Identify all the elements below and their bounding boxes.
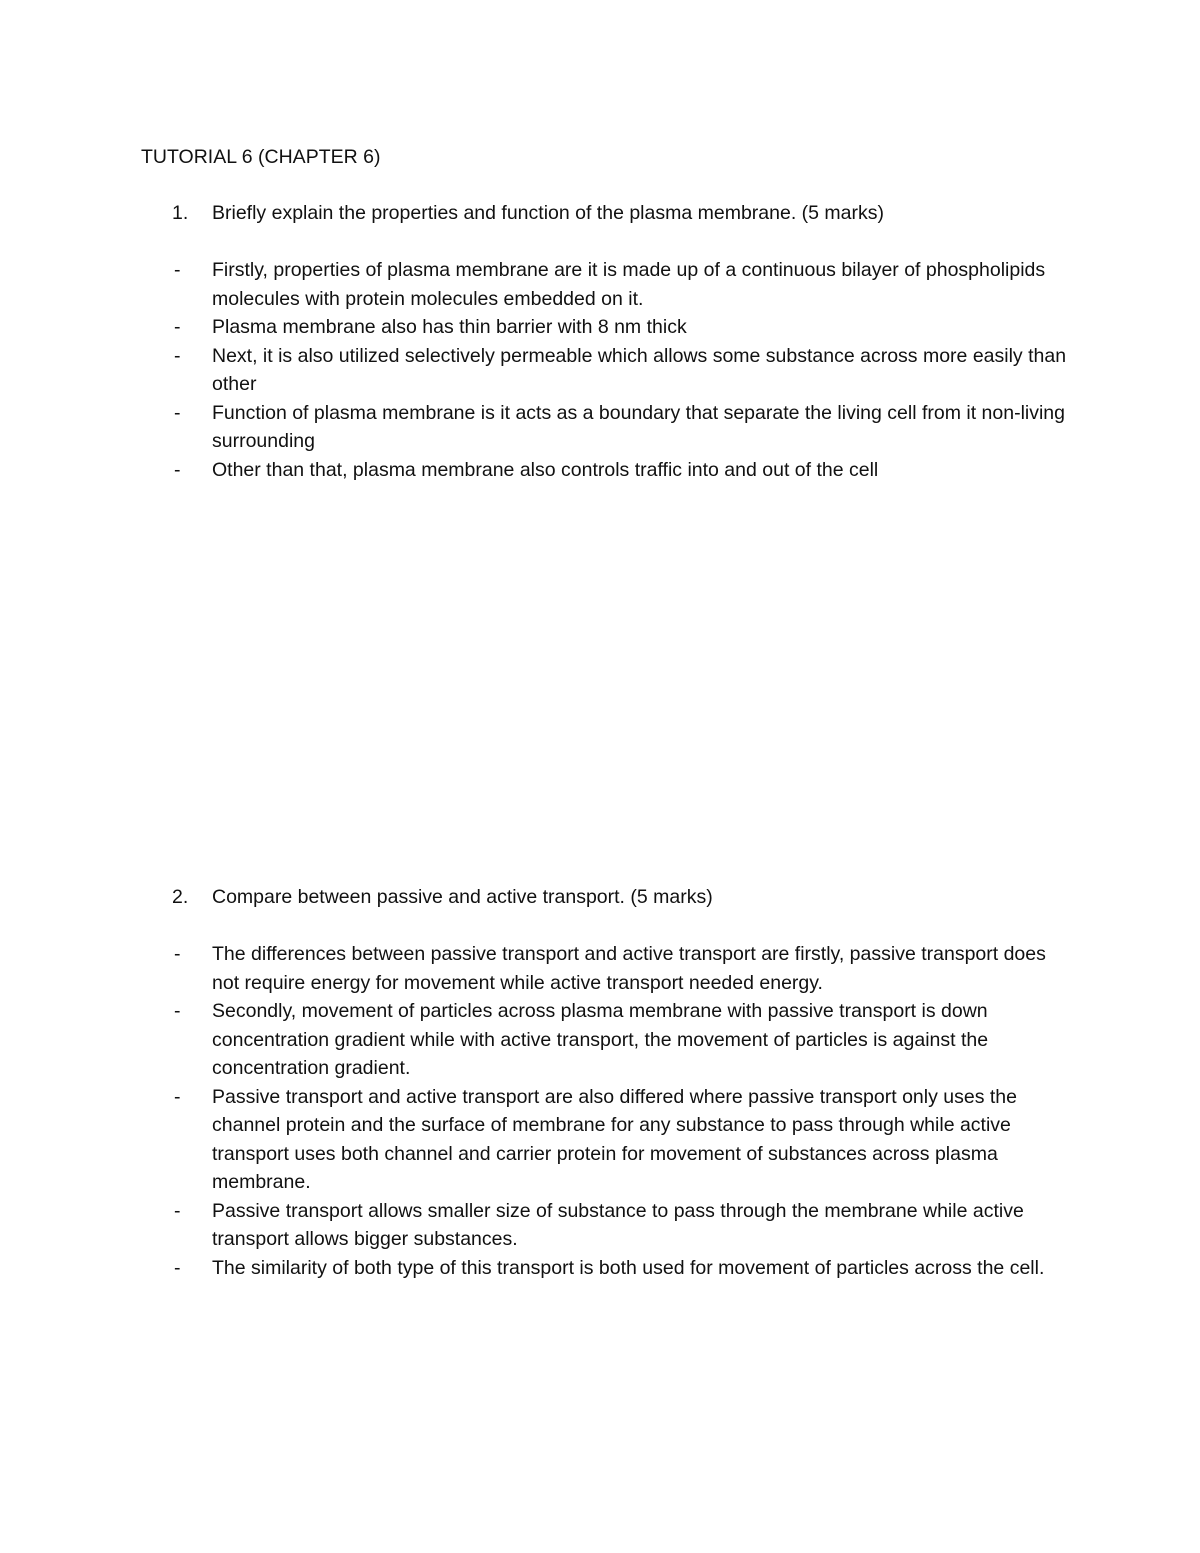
answer-item: [0, 1254, 1200, 1283]
question-text: Briefly explain the properties and function of the plasma membrane. (5 marks): [212, 202, 884, 224]
answer-item: [0, 342, 1200, 399]
answer-text: Other than that, plasma membrane also controls traffic into and out of the cell: [212, 458, 879, 481]
bullet-dash: -: [174, 1256, 181, 1279]
question-heading: [0, 199, 1200, 227]
bullet-dash: -: [174, 401, 181, 424]
answer-text: Passive transport allows smaller size of substance to pass through the membrane while active transport allows bigger substances.: [212, 1199, 1024, 1250]
answer-item: [0, 256, 1200, 313]
question-2: [0, 883, 1200, 1282]
question-number: 1.: [172, 202, 189, 224]
answer-list: [0, 256, 1200, 484]
question-text: Compare between passive and active transport. (5 marks): [212, 886, 713, 908]
bullet-dash: -: [174, 1085, 181, 1108]
answer-item: [0, 456, 1200, 485]
answer-item: [0, 940, 1200, 997]
answer-item: [0, 1083, 1200, 1197]
bullet-dash: -: [174, 1000, 181, 1022]
bullet-dash: -: [174, 1199, 181, 1222]
answer-item: [0, 1197, 1200, 1254]
answer-text: The differences between passive transport and active transport are firstly, passive transport does not require energy for movement while active transport needed energy.: [212, 943, 1046, 994]
answer-text: Plasma membrane also has thin barrier with 8 nm thick: [212, 316, 687, 338]
answer-item: [0, 313, 1200, 342]
document-title: TUTORIAL 6 (CHAPTER 6): [141, 146, 381, 168]
answer-text: Firstly, properties of plasma membrane are it is made up of a continuous bilayer of phospholipids molecules with protein molecules embedded on it.: [212, 259, 1046, 310]
question-heading: [0, 883, 1200, 911]
bullet-dash: -: [174, 943, 181, 965]
answer-text: Passive transport and active transport are also differed where passive transport only uses the channel protein and the surface of membrane for any substance to pass through while active transport uses both channel and carrier protein for movement of substances across plasma membrane.: [212, 1085, 1017, 1193]
question-1: [0, 199, 1200, 484]
question-number: 2.: [172, 886, 189, 908]
bullet-dash: -: [174, 344, 181, 367]
answer-text: Function of plasma membrane is it acts as a boundary that separate the living cell from it non-living surrounding: [212, 401, 1066, 452]
answer-text: Next, it is also utilized selectively permeable which allows some substance across more easily than other: [212, 344, 1067, 395]
answer-text: The similarity of both type of this transport is both used for movement of particles across the cell.: [212, 1256, 1045, 1279]
answer-item: [0, 997, 1200, 1083]
bullet-dash: -: [174, 458, 181, 481]
bullet-dash: -: [174, 259, 181, 281]
answer-text: Secondly, movement of particles across plasma membrane with passive transport is down concentration gradient while with active transport, the movement of particles is against the concentration gradient.: [212, 1000, 989, 1079]
answer-list: [0, 940, 1200, 1282]
bullet-dash: -: [174, 316, 181, 338]
answer-item: [0, 399, 1200, 456]
